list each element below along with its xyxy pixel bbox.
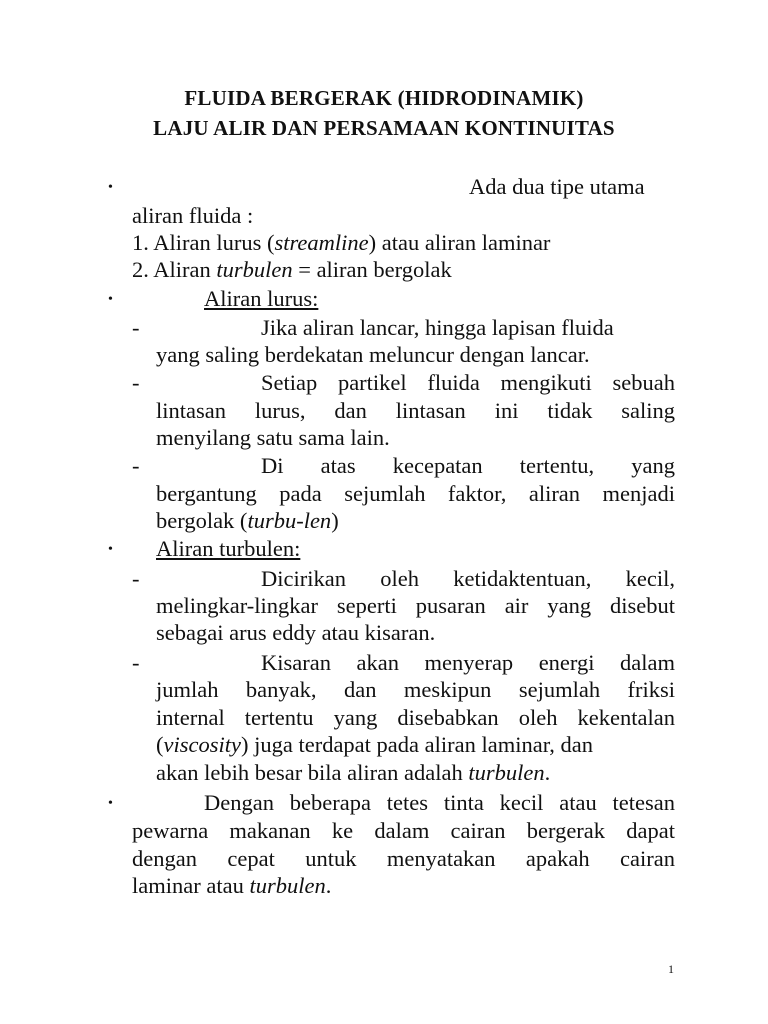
section3-p1-l3: sebagai arus eddy atau kisaran.: [156, 620, 436, 645]
section2-p3-l1: Di atas kecepatan tertentu, yang: [261, 453, 675, 478]
section1-intro-a: Ada dua tipe utama: [469, 174, 645, 199]
page-number: 1: [668, 962, 674, 976]
section2-p3-l3: bergolak (turbu-len): [156, 508, 339, 533]
dash-icon: -: [132, 650, 140, 675]
section2-p2-l1: Setiap partikel fluida mengikuti sebuah: [261, 370, 675, 395]
dash-icon: -: [132, 453, 140, 478]
dash-icon: -: [132, 370, 140, 395]
bullet-icon: •: [108, 542, 113, 557]
section3-p2-l1: Kisaran akan menyerap energi dalam: [261, 650, 675, 675]
title-line-1: FLUIDA BERGERAK (HIDRODINAMIK): [184, 86, 584, 110]
section4-l2: pewarna makanan ke dalam cairan bergerak dapat: [132, 818, 675, 843]
dash-icon: -: [132, 566, 140, 591]
section1-intro-b: aliran fluida :: [132, 203, 254, 228]
section2-p2-l3: menyilang satu sama lain.: [156, 425, 390, 450]
section4-l1: Dengan beberapa tetes tinta kecil atau tetesan: [204, 790, 675, 815]
section3-p2-l2: jumlah banyak, dan meskipun sejumlah friksi: [156, 677, 675, 702]
bullet-icon: •: [108, 180, 113, 195]
section4-l3: dengan cepat untuk menyatakan apakah cairan: [132, 846, 675, 871]
section1-item1: 1. Aliran lurus (streamline) atau aliran laminar: [132, 230, 551, 255]
section3-heading: Aliran turbulen:: [156, 536, 301, 561]
section1-item2: 2. Aliran turbulen = aliran bergolak: [132, 257, 452, 282]
section4-l4: laminar atau turbulen.: [132, 873, 332, 898]
dash-icon: -: [132, 315, 140, 340]
bullet-icon: •: [108, 292, 113, 307]
section2-p1-l2: yang saling berdekatan meluncur dengan lancar.: [156, 342, 590, 367]
bullet-icon: •: [108, 796, 113, 811]
section3-p2-l5: akan lebih besar bila aliran adalah turbulen.: [156, 760, 551, 785]
section2-heading: Aliran lurus:: [204, 286, 319, 311]
section2-p3-l2: bergantung pada sejumlah faktor, aliran menjadi: [156, 481, 675, 506]
section3-p1-l2: melingkar-lingkar seperti pusaran air yang disebut: [156, 593, 675, 618]
section2-p1-l1: Jika aliran lancar, hingga lapisan fluida: [261, 315, 614, 340]
section3-p2-l4: (viscosity) juga terdapat pada aliran laminar, dan: [156, 732, 594, 757]
title-line-2: LAJU ALIR DAN PERSAMAAN KONTINUITAS: [153, 116, 615, 140]
section3-p1-l1: Dicirikan oleh ketidaktentuan, kecil,: [261, 566, 675, 591]
section2-p2-l2: lintasan lurus, dan lintasan ini tidak saling: [156, 398, 675, 423]
section3-p2-l3: internal tertentu yang disebabkan oleh kekentalan: [156, 705, 675, 730]
